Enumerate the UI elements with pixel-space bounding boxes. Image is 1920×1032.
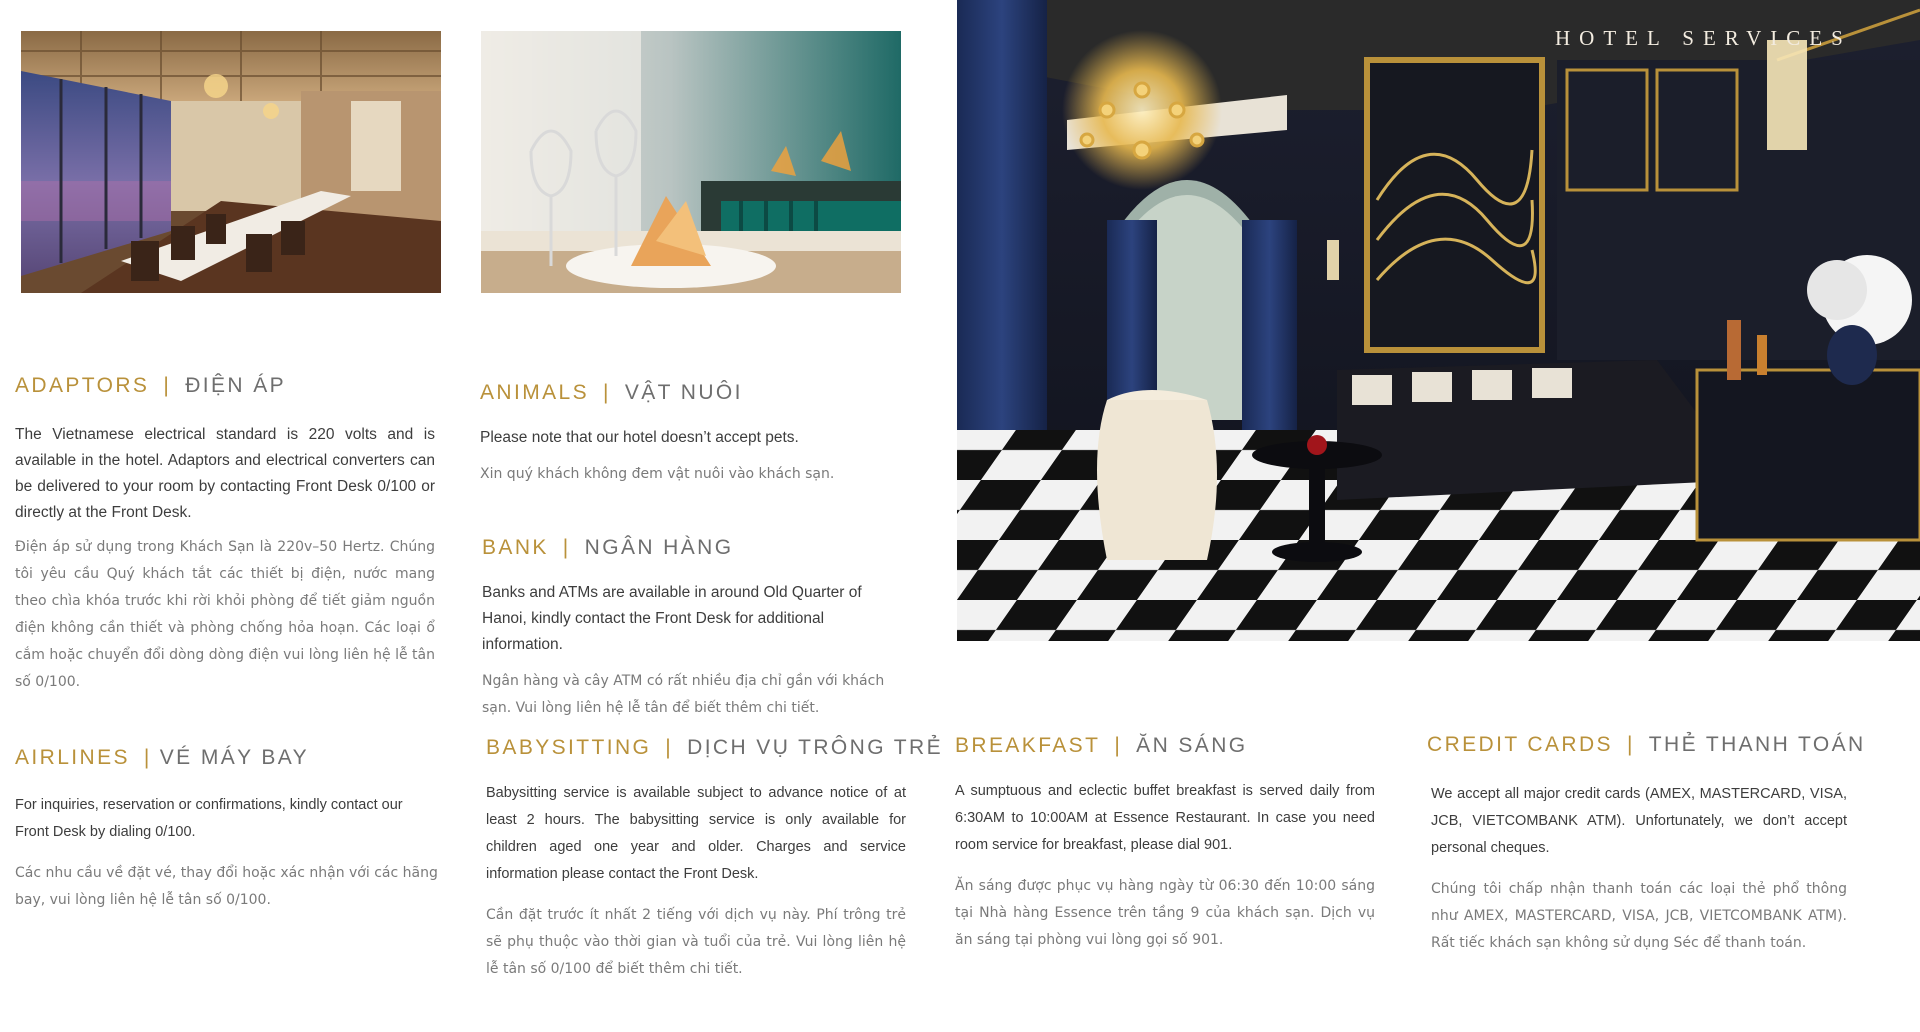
heading-en: BANK xyxy=(482,536,549,559)
breakfast-text-vi: Ăn sáng được phục vụ hàng ngày từ 06:30 đến 10:00 sáng tại Nhà hàng Essence trên tầng 9 của khách sạn. Dịch vụ ăn sáng tại phòng vui lòng gọi số 901. xyxy=(955,878,1375,948)
airlines-section xyxy=(15,746,440,914)
breakfast-section xyxy=(955,734,1375,954)
babysitting-text-vi: Cần đặt trước ít nhất 2 tiếng với dịch vụ này. Phí trông trẻ sẽ phụ thuộc vào thời gian và tuổi của trẻ. Vui lòng liên hệ lễ tân số 0/100 để biết thêm chi tiết. xyxy=(486,907,906,977)
heading-separator: | xyxy=(562,536,571,559)
credit-cards-section xyxy=(1427,733,1866,957)
bank-text-en: Banks and ATMs are available in around Old Quarter of Hanoi, kindly contact the Front Desk for additional information. xyxy=(482,584,862,653)
bank-heading xyxy=(482,536,906,560)
adaptors-heading xyxy=(15,374,435,398)
heading-vi: THẺ THANH TOÁN xyxy=(1648,733,1866,756)
animals-section xyxy=(480,381,910,488)
babysitting-section xyxy=(486,736,944,983)
babysitting-heading xyxy=(486,736,944,760)
heading-vi: VÉ MÁY BAY xyxy=(159,746,310,769)
heading-en: BREAKFAST xyxy=(955,734,1101,757)
heading-separator: | xyxy=(143,746,152,769)
credit-cards-heading xyxy=(1427,733,1866,757)
heading-separator: | xyxy=(163,374,172,397)
adaptors-section xyxy=(15,374,435,696)
dining-room-photo xyxy=(21,31,441,293)
heading-separator: | xyxy=(603,381,611,404)
adaptors-text-en: The Vietnamese electrical standard is 220 volts and is available in the hotel. Adaptors and electrical converters can be delivered to your room by contacting Front Desk 0/100 or directly at the Front Desk. xyxy=(15,426,435,521)
breakfast-heading xyxy=(955,734,1375,758)
breakfast-text-en: A sumptuous and eclectic buffet breakfast is served daily from 6:30AM to 10:00AM at Essence Restaurant. In case you need room service for breakfast, please dial 901. xyxy=(955,783,1375,853)
table-setting-photo xyxy=(481,31,901,293)
heading-vi: ĐIỆN ÁP xyxy=(185,374,287,397)
animals-heading xyxy=(480,381,910,405)
heading-en: ADAPTORS xyxy=(15,374,150,397)
heading-vi: NGÂN HÀNG xyxy=(584,536,734,559)
heading-vi: ĂN SÁNG xyxy=(1136,734,1248,757)
babysitting-text-en: Babysitting service is available subject to advance notice of at least 2 hours. The babysitting service is only available for children aged one year and older. Charges and service information please contact the Front Desk. xyxy=(486,785,906,882)
brand-title: HOTEL SERVICES xyxy=(1555,26,1852,50)
credit-cards-text-vi: Chúng tôi chấp nhận thanh toán các loại thẻ phổ thông như AMEX, MASTERCARD, VISA, JCB, VIETCOMBANK ATM). Rất tiếc khách sạn không sử dụng Séc để thanh toán. xyxy=(1431,881,1847,951)
bank-text-vi: Ngân hàng và cây ATM có rất nhiều địa chỉ gần với khách sạn. Vui lòng liên hệ lễ tân để biết thêm chi tiết. xyxy=(482,673,885,716)
heading-vi: DỊCH VỤ TRÔNG TRẺ xyxy=(687,736,944,759)
animals-text-en: Please note that our hotel doesn’t accept pets. xyxy=(480,429,799,446)
heading-vi: VẬT NUÔI xyxy=(624,381,743,404)
credit-cards-text-en: We accept all major credit cards (AMEX, MASTERCARD, VISA, JCB, VIETCOMBANK ATM). Unfortunately, we don’t accept personal cheques. xyxy=(1431,786,1847,856)
heading-en: BABYSITTING xyxy=(486,736,652,759)
heading-separator: | xyxy=(665,736,674,759)
heading-en: AIRLINES xyxy=(15,746,130,769)
heading-separator: | xyxy=(1114,734,1123,757)
airlines-text-en: For inquiries, reservation or confirmations, kindly contact our Front Desk by dialing 0/100. xyxy=(15,797,403,840)
heading-en: ANIMALS xyxy=(480,381,589,404)
heading-en: CREDIT CARDS xyxy=(1427,733,1613,756)
heading-separator: | xyxy=(1626,733,1635,756)
adaptors-text-vi: Điện áp sử dụng trong Khách Sạn là 220v–50 Hertz. Chúng tôi yêu cầu Quý khách tắt các thiết bị điện, nước mang theo chìa khóa trước khi rời khỏi phòng để tiết giảm nguồn điện không cần thiết và phòng chống hỏa hoạn. Các loại ổ cắm hoặc chuyển đổi dòng dòng điện vui lòng liên hệ lễ tân số 0/100. xyxy=(15,539,435,690)
bank-section xyxy=(482,536,906,722)
airlines-heading xyxy=(15,746,440,770)
lobby-lounge-photo xyxy=(957,0,1920,641)
animals-text-vi: Xin quý khách không đem vật nuôi vào khách sạn. xyxy=(480,466,835,482)
airlines-text-vi: Các nhu cầu về đặt vé, thay đổi hoặc xác nhận với các hãng bay, vui lòng liên hệ lễ tân số 0/100. xyxy=(15,865,438,908)
